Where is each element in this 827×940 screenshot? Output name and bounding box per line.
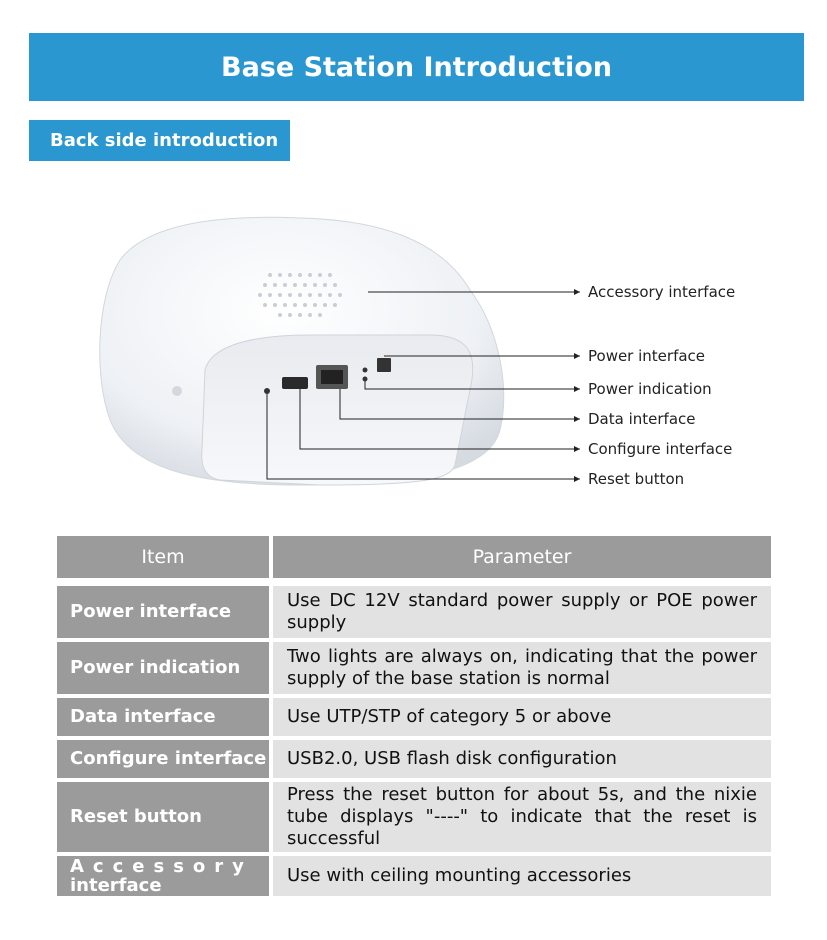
table-row [57, 698, 771, 740]
spec-table [57, 536, 771, 900]
row-parameter: Use DC 12V standard power supply or POE power supply [273, 586, 771, 642]
callout-power-interface: Power interface [588, 347, 706, 365]
callout-configure-interface: Configure interface [588, 440, 733, 458]
callout-accessory-interface: Accessory interface [588, 283, 736, 301]
row-parameter: Use UTP/STP of category 5 or above [273, 698, 771, 740]
row-parameter: USB2.0, USB flash disk configuration [273, 740, 771, 782]
row-item: Power indication [57, 642, 273, 698]
table-row [57, 586, 771, 642]
section-heading: Back side introduction [29, 120, 290, 161]
table-row [57, 642, 771, 698]
base-station-illustration [0, 180, 827, 510]
table-header-row [57, 536, 771, 586]
page-title: Base Station Introduction [29, 33, 804, 101]
usb-port [282, 377, 308, 389]
row-parameter: Use with ceiling mounting accessories [273, 856, 771, 900]
header-parameter: Parameter [273, 536, 771, 586]
device-figure [0, 180, 827, 510]
row-item-line1: Accessory [70, 856, 253, 877]
table-row [57, 856, 771, 900]
row-parameter: Two lights are always on, indicating that the power supply of the base station is normal [273, 642, 771, 698]
row-parameter: Press the reset button for about 5s, and the nixie tube displays "----" to indicate that the reset is successful [273, 782, 771, 856]
callout-data-interface: Data interface [588, 410, 696, 428]
led-bottom [363, 377, 368, 382]
row-item: Reset button [57, 782, 273, 856]
row-item: Data interface [57, 698, 273, 740]
table-row [57, 740, 771, 782]
row-item: Power interface [57, 586, 273, 642]
reset-hole [264, 388, 270, 394]
row-item [57, 856, 273, 900]
row-item: Configure interface [57, 740, 273, 782]
table-row [57, 782, 771, 856]
header-item: Item [57, 536, 273, 586]
callout-power-indication: Power indication [588, 380, 712, 398]
dc-jack [377, 358, 391, 372]
callout-reset-button: Reset button [588, 470, 685, 488]
led-top [363, 368, 368, 373]
row-item-line2: interface [70, 875, 162, 896]
